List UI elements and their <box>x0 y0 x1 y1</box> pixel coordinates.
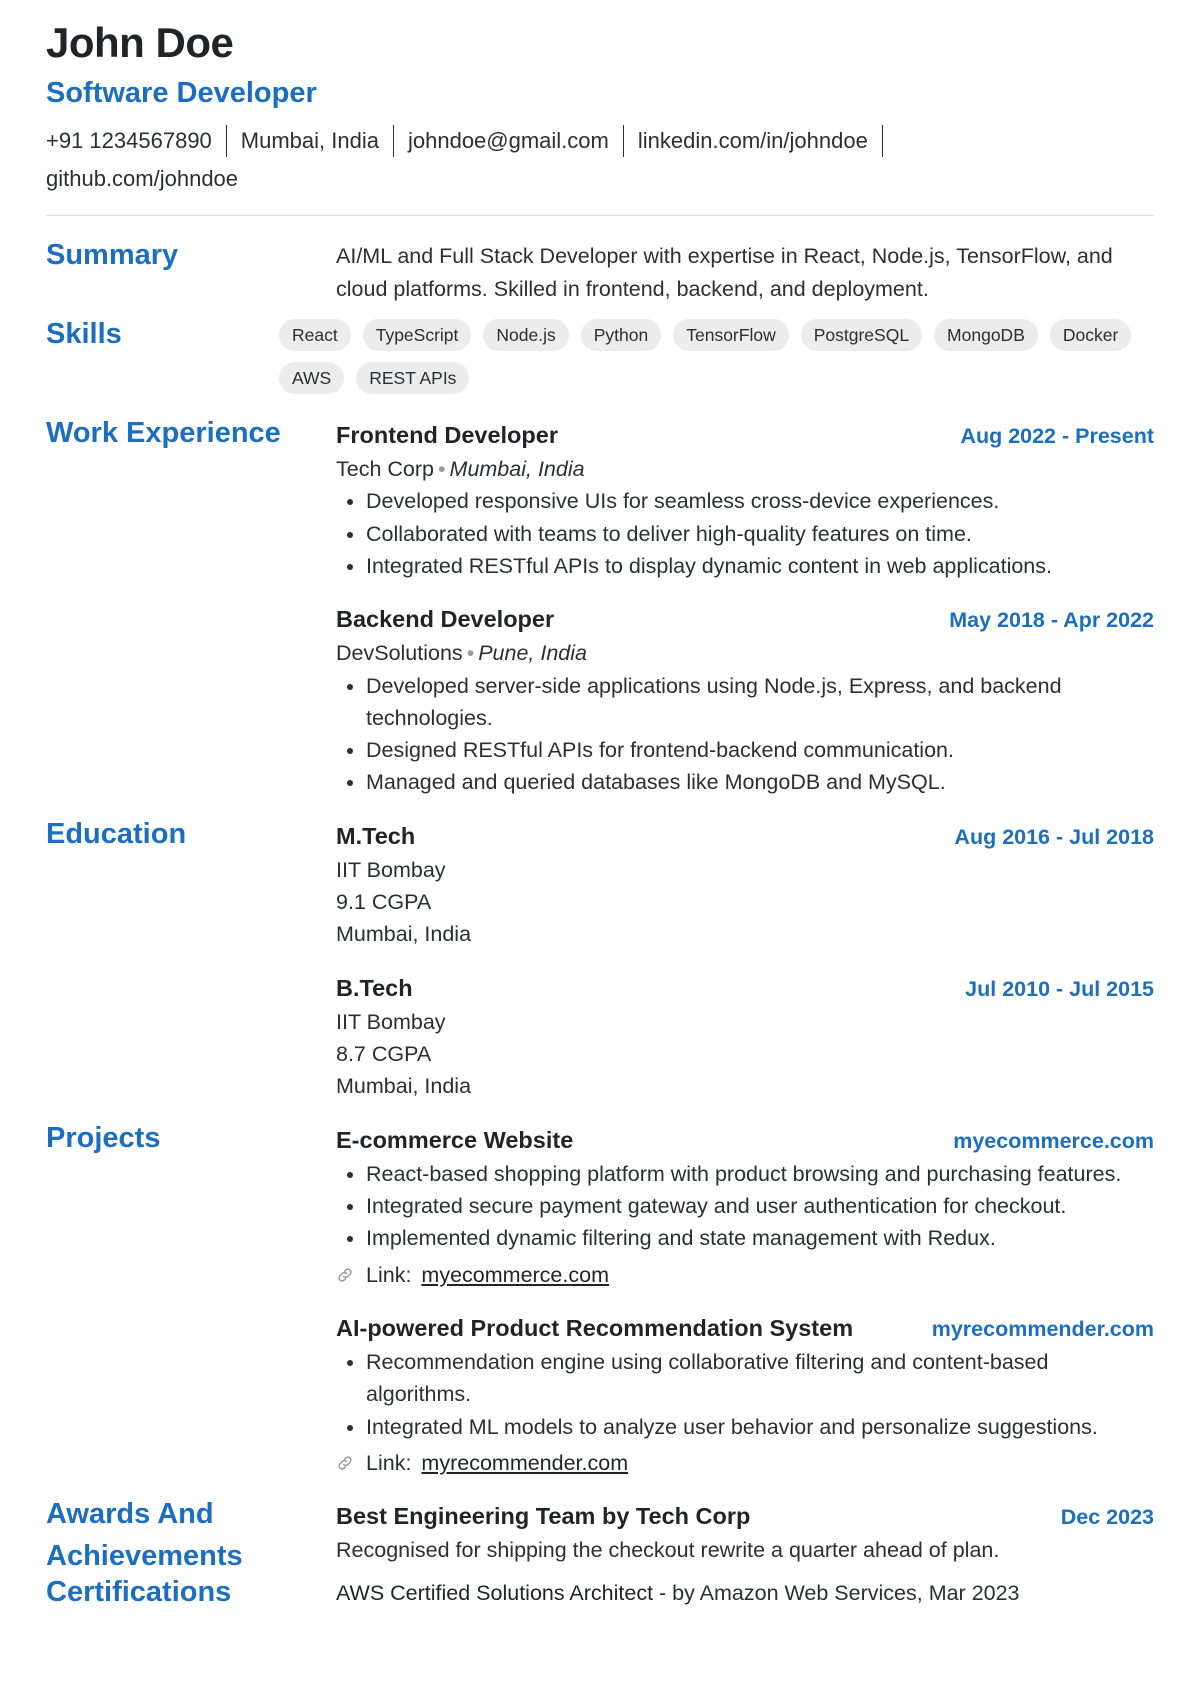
award-description: Recognised for shipping the checkout rewrite a quarter ahead of plan. <box>336 1538 1000 1563</box>
project-bullets <box>336 1158 1154 1255</box>
list-item: • Designed RESTful APIs for frontend-backend communication. <box>366 734 1154 766</box>
list-item: • Integrated secure payment gateway and user authentication for checkout. <box>366 1190 1154 1222</box>
separator-dot: • <box>438 457 446 482</box>
link-icon <box>336 1266 354 1284</box>
education-heading: Education <box>46 817 187 850</box>
certifications-heading: Certifications <box>46 1576 232 1609</box>
list-item: • Integrated RESTful APIs to display dynamic content in web applications. <box>366 550 1154 582</box>
award-entry <box>336 1499 1154 1567</box>
degree: B.Tech <box>336 974 413 1001</box>
list-item: • Developed responsive UIs for seamless cross-device experiences. <box>366 485 1154 517</box>
degree: M.Tech <box>336 822 416 849</box>
list-item: • Integrated ML models to analyze user behavior and personalize suggestions. <box>366 1411 1154 1443</box>
certification-entry <box>336 1577 1154 1609</box>
skills-list <box>279 319 1154 394</box>
certification-detail: - by Amazon Web Services, Mar 2023 <box>653 1581 1020 1606</box>
award-date: Dec 2023 <box>1060 1505 1154 1530</box>
candidate-title: Software Developer <box>46 77 317 110</box>
project-url-heading[interactable]: myrecommender.com <box>931 1316 1154 1341</box>
link-label: Link: <box>366 1450 412 1475</box>
education-section <box>46 819 1154 1123</box>
contact-phone: +91 1234567890 <box>46 125 227 157</box>
school: IIT Bombay <box>336 1009 446 1034</box>
certifications-section <box>46 1577 1154 1615</box>
skill-chip: Docker <box>1050 319 1131 351</box>
project-name: AI-powered Product Recommendation System <box>336 1314 854 1341</box>
awards-section <box>46 1499 1154 1577</box>
job-role: Frontend Developer <box>336 421 558 448</box>
job-date: Aug 2022 - Present <box>960 423 1154 448</box>
list-item: • Developed server-side applications using Node.js, Express, and backend technologies. <box>366 670 1154 735</box>
projects-heading: Projects <box>46 1121 161 1154</box>
job-role: Backend Developer <box>336 606 555 633</box>
list-item: • Implemented dynamic filtering and state management with Redux. <box>366 1222 1154 1254</box>
job-bullets <box>336 485 1154 582</box>
project-name: E-commerce Website <box>336 1126 574 1153</box>
summary-text: AI/ML and Full Stack Developer with expertise in React, Node.js, TensorFlow, and cloud platforms. Skilled in frontend, backend, and deployment. <box>336 244 1113 301</box>
award-name: Best Engineering Team by Tech Corp <box>336 1503 751 1530</box>
project-bullets <box>336 1346 1154 1443</box>
education-location: Mumbai, India <box>336 1074 472 1099</box>
skill-chip: TypeScript <box>363 319 472 351</box>
candidate-name: John Doe <box>46 19 234 66</box>
project-url-heading[interactable]: myecommerce.com <box>953 1128 1154 1153</box>
skills-section <box>46 319 1154 394</box>
project-link-row <box>336 1259 1154 1291</box>
link-label: Link: <box>366 1262 412 1287</box>
job-date: May 2018 - Apr 2022 <box>949 608 1154 633</box>
summary-section <box>46 240 1154 305</box>
skill-chip: MongoDB <box>934 319 1038 351</box>
skills-heading: Skills <box>46 317 122 350</box>
contact-info <box>46 121 1154 197</box>
skill-chip: Node.js <box>483 319 568 351</box>
education-entry <box>336 971 1154 1103</box>
job-bullets <box>336 670 1154 799</box>
list-item: • Collaborated with teams to deliver high-quality features on time. <box>366 518 1154 550</box>
contact-email[interactable]: johndoe@gmail.com <box>394 125 624 157</box>
list-item: • React-based shopping platform with product browsing and purchasing features. <box>366 1158 1154 1190</box>
grade: 9.1 CGPA <box>336 890 432 915</box>
job-location: Pune, India <box>478 641 587 666</box>
project-entry <box>336 1311 1154 1479</box>
experience-entry <box>336 602 1154 799</box>
education-location: Mumbai, India <box>336 922 472 947</box>
skill-chip: TensorFlow <box>673 319 788 351</box>
education-date: Aug 2016 - Jul 2018 <box>954 824 1154 849</box>
school: IIT Bombay <box>336 857 446 882</box>
list-item: • Recommendation engine using collaborative filtering and content-based algorithms. <box>366 1346 1154 1411</box>
experience-heading: Work Experience <box>46 416 281 449</box>
skill-chip: AWS <box>279 362 344 394</box>
list-item: • Managed and queried databases like MongoDB and MySQL. <box>366 766 1154 798</box>
summary-heading: Summary <box>46 239 179 272</box>
project-link[interactable]: myecommerce.com <box>421 1262 609 1287</box>
certification-name: AWS Certified Solutions Architect <box>336 1581 654 1606</box>
projects-section <box>46 1123 1154 1500</box>
skill-chip: REST APIs <box>356 362 469 394</box>
job-company: Tech Corp <box>336 457 434 482</box>
separator-dot: • <box>466 641 475 666</box>
contact-linkedin[interactable]: linkedin.com/in/johndoe <box>624 125 883 157</box>
project-entry <box>336 1123 1154 1291</box>
job-company-line <box>336 453 1154 485</box>
job-company: DevSolutions <box>336 641 463 666</box>
experience-section <box>46 418 1154 819</box>
project-link-row <box>336 1447 1154 1479</box>
education-date: Jul 2010 - Jul 2015 <box>965 976 1154 1001</box>
skill-chip: Python <box>581 319 661 351</box>
experience-entry <box>336 418 1154 582</box>
link-icon <box>336 1454 354 1472</box>
education-entry <box>336 819 1154 951</box>
skill-chip: React <box>279 319 351 351</box>
project-link[interactable]: myrecommender.com <box>421 1450 629 1475</box>
header-divider <box>46 215 1154 217</box>
job-location: Mumbai, India <box>449 457 585 482</box>
contact-location: Mumbai, India <box>227 125 394 157</box>
job-company-line <box>336 637 1154 669</box>
grade: 8.7 CGPA <box>336 1042 432 1067</box>
skill-chip: PostgreSQL <box>801 319 922 351</box>
awards-heading: Awards And Achievements <box>46 1498 243 1573</box>
contact-github[interactable]: github.com/johndoe <box>46 165 239 191</box>
